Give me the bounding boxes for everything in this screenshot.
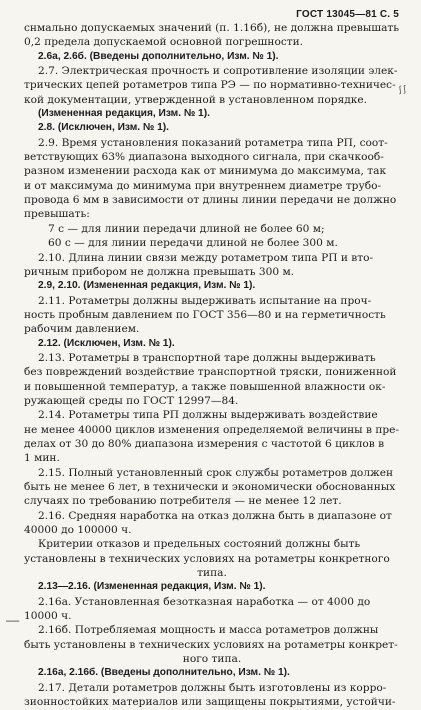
text-line: снмально допускаемых значений (п. 1.16б), не должна превышать [24, 22, 400, 34]
text-line: Критерии отказов и предельных состояний должны быть [38, 538, 361, 551]
text-line: делах от 30 до 80% диапазона измерения с частотой 6 циклов в [24, 437, 385, 450]
text-line: 2.13—2.16. (Измененная редакция, Изм. № 1). [38, 581, 266, 593]
text-line: ричным прибором не должна превышать 300 м. [24, 265, 295, 278]
text-line: провода 6 мм в зависимости от длины линии передачи не должно [24, 194, 397, 207]
text-line: 2.17. Детали ротаметров должны быть изготовлены из корро- [38, 681, 387, 694]
text-line: 2.14. Ротаметры типа РП должны выдерживать воздействие [38, 409, 378, 422]
text-line: 2.15. Полный установленный срок службы ротаметров должен [38, 466, 394, 479]
text-line: 2.12. (Исключен, Изм. № 1). [38, 337, 175, 349]
text-line: 2.8. (Исключен, Изм. № 1). [38, 122, 170, 134]
text-line: ружающей среды по ГОСТ 12997—84. [24, 394, 239, 407]
text-line: 2.9. Время установления показаний ротаметра типа РП, соот- [38, 136, 388, 149]
text-line: ветствующих 63% диапазона выходного сигнала, при скачкооб- [24, 151, 384, 164]
text-line: разном изменении расхода как от минимума до максимума, так [24, 165, 387, 178]
text-line: 2.6а, 2.6б. (Введены дополнительно, Изм. № 1). [38, 50, 279, 62]
text-line: 40000 до 100000 ч. [24, 524, 132, 537]
document-body [24, 21, 400, 710]
text-line: 2.16а. Установленная безотказная наработка — от 4000 до [38, 595, 371, 608]
text-line: кой документации, утвержденной в установленном порядке. [24, 93, 368, 106]
text-line: 2.13. Ротаметры в транспортной таре должны выдерживать [38, 351, 376, 364]
text-line: 2.16. Средняя наработка на отказ должна быть в диапазоне от [38, 509, 392, 522]
page-header: ГОСТ 13045—81 С. 5 [296, 9, 399, 20]
text-line: 2.7. Электрическая прочность и сопротивление изоляции элек- [38, 65, 398, 78]
margin-mark-bottom: ‒‒ [6, 613, 20, 627]
margin-mark: ʃ ʃ [397, 83, 406, 95]
text-line: превышать: [24, 208, 90, 221]
text-line: 10000 ч. [24, 610, 72, 623]
text-line: быть установлены в технических условиях на ротаметры конкрет- [24, 638, 398, 651]
text-line: 7 с — для линии передачи длиной не более 60 м; [48, 222, 325, 235]
text-line: без повреждений воздействие транспортной тряски, пониженной [24, 366, 397, 379]
text-line: рабочим давлением. [24, 323, 140, 336]
text-line: установлены в технических условиях на ротаметры конкретного [24, 552, 390, 565]
text-line: 60 с — для линии передачи длиной не более 300 м. [48, 237, 338, 250]
text-line: (Измененная редакция, Изм. № 1). [38, 108, 210, 120]
text-line: 2.11. Ротаметры должны выдерживать испытание на проч- [38, 294, 372, 307]
text-line: ного типа. [182, 653, 242, 666]
text-line: трических цепей ротаметров типа РЭ — по нормативно-техничес- [24, 79, 396, 92]
text-line: 2.16а, 2.16б. (Введены дополнительно, Изм. № 1). [38, 667, 290, 679]
text-line: быть не менее 6 лет, в технически и экономически обоснованных [24, 481, 396, 493]
text-line: 2.10. Длина линии связи между ротаметром типа РП и вто- [38, 251, 374, 264]
text-line: не менее 40000 циклов изменения определяемой величины в пре- [24, 423, 400, 436]
text-line: типа. [197, 567, 227, 580]
text-line: 2.16б. Потребляемая мощность и масса ротаметров должны [38, 624, 379, 637]
text-line: и от максимума до минимума при внутреннем диаметре трубо- [24, 179, 382, 192]
text-line: случаях по требованию потребителя — не менее 12 лет. [24, 495, 342, 508]
text-line: 2.9, 2.10. (Измененная редакция, Изм. № 1). [38, 280, 256, 292]
text-line: ность пробным давлением по ГОСТ 356—80 и на герметичность [24, 308, 386, 321]
text-line: и повышенной температур, а также повышенной влажности ок- [24, 380, 386, 393]
text-line: 0,2 предела допускаемой основной погрешности. [24, 36, 304, 49]
text-line: зионностойких материалов или защищены покрытиями, устойчи- [24, 696, 396, 709]
text-line: 1 мин. [24, 452, 60, 465]
